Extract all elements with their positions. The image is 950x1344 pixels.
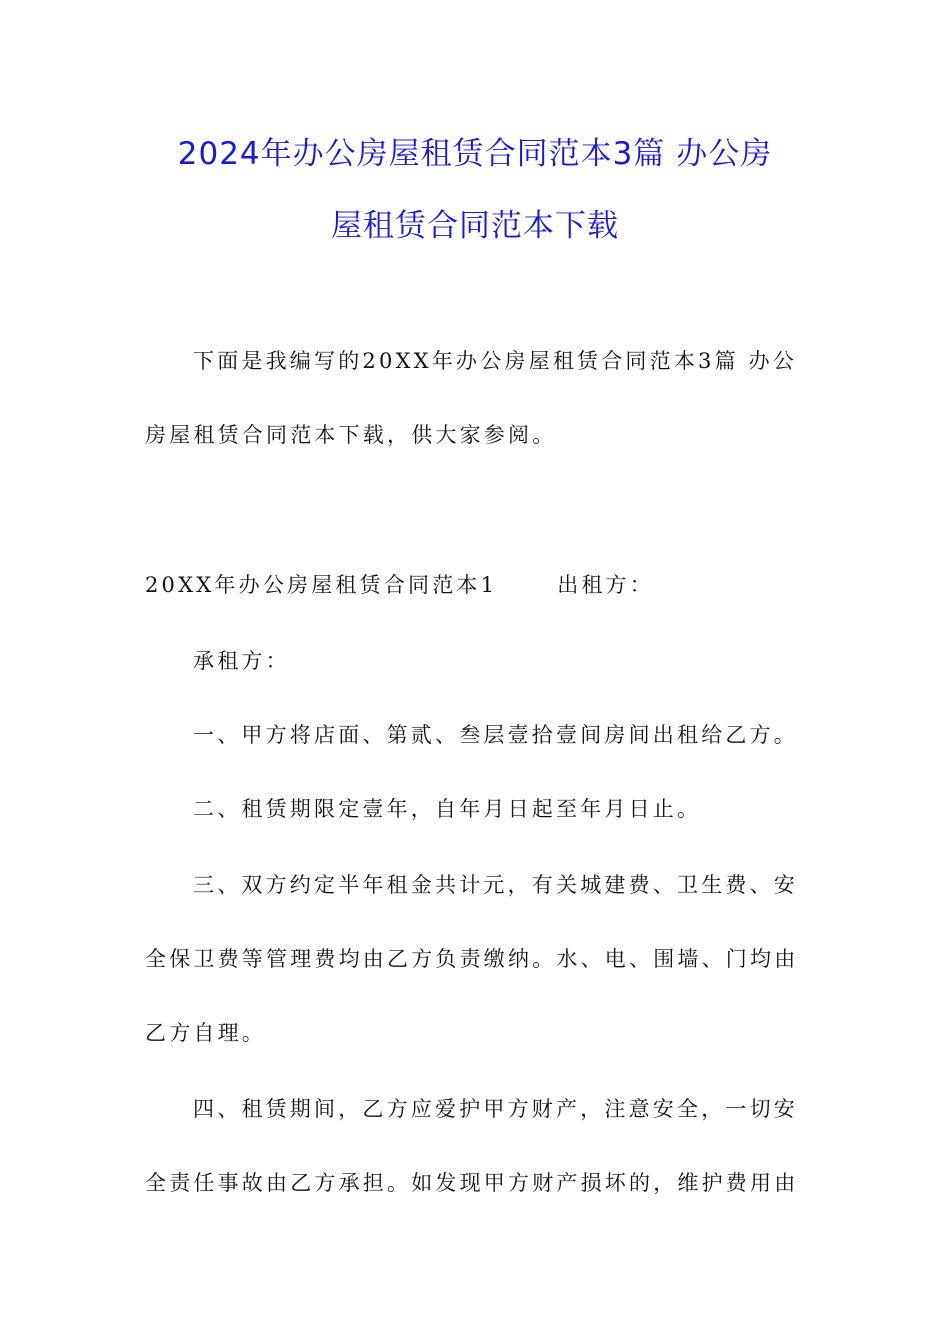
clause-3-line-1: 三、双方约定半年租金共计元，有关城建费、卫生费、安 xyxy=(193,873,798,897)
lessor-label: 出租方： xyxy=(557,573,654,597)
section-heading: 20XX年办公房屋租赁合同范本1 xyxy=(145,573,498,597)
intro-line-1: 下面是我编写的20XX年办公房屋租赁合同范本3篇 办公 xyxy=(193,349,798,373)
section-heading-row xyxy=(145,570,805,600)
clause-4-line-2: 全责任事故由乙方承担。如发现甲方财产损坏的，维护费用由 xyxy=(145,1171,799,1195)
clause-2: 二、租赁期限定壹年，自年月日起至年月日止。 xyxy=(193,797,702,821)
intro-line-2: 房屋租赁合同范本下载，供大家参阅。 xyxy=(145,423,557,447)
clause-1: 一、甲方将店面、第贰、叁层壹拾壹间房间出租给乙方。 xyxy=(193,723,798,747)
document-title-line-1: 2024年办公房屋租赁合同范本3篇 办公房 xyxy=(177,136,773,172)
clause-3-line-3: 乙方自理。 xyxy=(145,1021,266,1045)
clause-4-line-1: 四、租赁期间，乙方应爱护甲方财产，注意安全，一切安 xyxy=(193,1097,798,1121)
clause-3-line-2: 全保卫费等管理费均由乙方负责缴纳。水、电、围墙、门均由 xyxy=(145,947,799,971)
document-title-line-2: 屋租赁合同范本下载 xyxy=(331,208,619,244)
lessee-label: 承租方： xyxy=(193,649,290,673)
